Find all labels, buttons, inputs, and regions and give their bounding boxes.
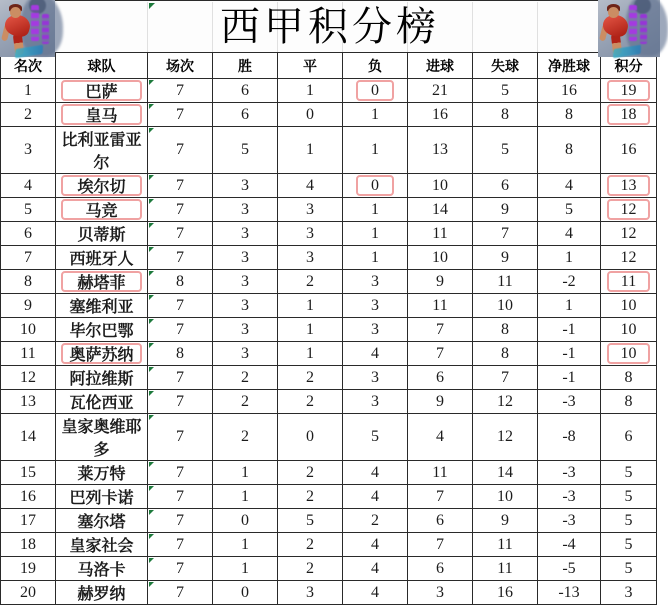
rank-cell: 3 xyxy=(1,127,56,174)
player-illustration-icon xyxy=(598,0,660,57)
points-cell: 5 xyxy=(601,509,657,533)
rank-cell: 15 xyxy=(1,461,56,485)
goals-for-cell: 6 xyxy=(408,366,473,390)
played-cell: 7 xyxy=(148,533,213,557)
team-cell: 埃尔切 xyxy=(56,174,148,198)
column-header: 球队 xyxy=(56,53,148,79)
table-row xyxy=(1,366,657,390)
goals-for-cell: 9 xyxy=(408,390,473,414)
rank-cell: 5 xyxy=(1,198,56,222)
wins-cell: 1 xyxy=(213,533,278,557)
draws-cell: 2 xyxy=(278,533,343,557)
column-header: 净胜球 xyxy=(538,53,601,79)
team-cell: 马竞 xyxy=(56,198,148,222)
played-cell: 7 xyxy=(148,390,213,414)
table-row xyxy=(1,485,657,509)
goal-diff-cell: -4 xyxy=(538,533,601,557)
draws-cell: 2 xyxy=(278,557,343,581)
goals-against-cell: 8 xyxy=(473,103,538,127)
table-row xyxy=(1,318,657,342)
goal-diff-cell: 5 xyxy=(538,198,601,222)
goals-for-cell: 3 xyxy=(408,581,473,605)
title-banner xyxy=(0,0,660,52)
draws-cell: 4 xyxy=(278,174,343,198)
rank-cell: 7 xyxy=(1,246,56,270)
team-cell: 皇家奥维耶多 xyxy=(56,414,148,461)
goals-for-cell: 11 xyxy=(408,294,473,318)
points-cell: 3 xyxy=(601,581,657,605)
draws-cell: 3 xyxy=(278,198,343,222)
table-row xyxy=(1,461,657,485)
goals-against-cell: 10 xyxy=(473,294,538,318)
column-header: 名次 xyxy=(1,53,56,79)
team-cell: 塞维利亚 xyxy=(56,294,148,318)
rank-cell: 2 xyxy=(1,103,56,127)
draws-cell: 0 xyxy=(278,103,343,127)
team-cell: 塞尔塔 xyxy=(56,509,148,533)
played-cell: 7 xyxy=(148,509,213,533)
draws-cell: 3 xyxy=(278,581,343,605)
draws-cell: 1 xyxy=(278,79,343,103)
rank-cell: 20 xyxy=(1,581,56,605)
goal-diff-cell: -5 xyxy=(538,557,601,581)
table-row xyxy=(1,581,657,605)
rank-cell: 11 xyxy=(1,342,56,366)
losses-cell: 3 xyxy=(343,318,408,342)
column-header: 积分 xyxy=(601,53,657,79)
losses-cell: 4 xyxy=(343,485,408,509)
wins-cell: 5 xyxy=(213,127,278,174)
goal-diff-cell: -3 xyxy=(538,485,601,509)
goal-diff-cell: 8 xyxy=(538,103,601,127)
team-cell: 奥萨苏纳 xyxy=(56,342,148,366)
points-cell: 10 xyxy=(601,342,657,366)
goals-against-cell: 12 xyxy=(473,414,538,461)
points-cell: 5 xyxy=(601,461,657,485)
rank-cell: 10 xyxy=(1,318,56,342)
table-row xyxy=(1,198,657,222)
wins-cell: 0 xyxy=(213,509,278,533)
draws-cell: 1 xyxy=(278,127,343,174)
played-cell: 7 xyxy=(148,174,213,198)
team-cell: 巴列卡诺 xyxy=(56,485,148,509)
draws-cell: 2 xyxy=(278,485,343,509)
goals-against-cell: 11 xyxy=(473,270,538,294)
points-cell: 12 xyxy=(601,246,657,270)
goals-for-cell: 10 xyxy=(408,174,473,198)
table-row xyxy=(1,103,657,127)
wins-cell: 2 xyxy=(213,366,278,390)
goal-diff-cell: -3 xyxy=(538,461,601,485)
team-cell: 赫罗纳 xyxy=(56,581,148,605)
goals-against-cell: 16 xyxy=(473,581,538,605)
draws-cell: 2 xyxy=(278,461,343,485)
table-row xyxy=(1,222,657,246)
draws-cell: 2 xyxy=(278,270,343,294)
goal-diff-cell: 4 xyxy=(538,222,601,246)
goal-diff-cell: 16 xyxy=(538,79,601,103)
goal-diff-cell: -1 xyxy=(538,318,601,342)
points-cell: 5 xyxy=(601,485,657,509)
goals-against-cell: 11 xyxy=(473,557,538,581)
goals-for-cell: 13 xyxy=(408,127,473,174)
rank-cell: 14 xyxy=(1,414,56,461)
played-cell: 8 xyxy=(148,270,213,294)
goal-diff-cell: 4 xyxy=(538,174,601,198)
rank-cell: 9 xyxy=(1,294,56,318)
rank-cell: 18 xyxy=(1,533,56,557)
rank-cell: 8 xyxy=(1,270,56,294)
goal-diff-cell: 1 xyxy=(538,246,601,270)
goal-diff-cell: -1 xyxy=(538,342,601,366)
wins-cell: 3 xyxy=(213,246,278,270)
points-cell: 6 xyxy=(601,414,657,461)
losses-cell: 3 xyxy=(343,390,408,414)
table-row xyxy=(1,414,657,461)
losses-cell: 3 xyxy=(343,294,408,318)
played-cell: 7 xyxy=(148,461,213,485)
goals-for-cell: 21 xyxy=(408,79,473,103)
played-cell: 7 xyxy=(148,318,213,342)
wins-cell: 6 xyxy=(213,103,278,127)
rank-cell: 1 xyxy=(1,79,56,103)
losses-cell: 4 xyxy=(343,557,408,581)
played-cell: 7 xyxy=(148,414,213,461)
played-cell: 7 xyxy=(148,103,213,127)
wins-cell: 0 xyxy=(213,581,278,605)
played-cell: 7 xyxy=(148,127,213,174)
rank-cell: 17 xyxy=(1,509,56,533)
rank-cell: 12 xyxy=(1,366,56,390)
team-cell: 皇马 xyxy=(56,103,148,127)
played-cell: 7 xyxy=(148,294,213,318)
table-row xyxy=(1,533,657,557)
wins-cell: 3 xyxy=(213,198,278,222)
losses-cell: 1 xyxy=(343,198,408,222)
played-cell: 7 xyxy=(148,557,213,581)
goals-for-cell: 10 xyxy=(408,246,473,270)
points-cell: 5 xyxy=(601,557,657,581)
team-cell: 贝蒂斯 xyxy=(56,222,148,246)
team-cell: 赫塔菲 xyxy=(56,270,148,294)
goals-for-cell: 16 xyxy=(408,103,473,127)
goal-diff-cell: -8 xyxy=(538,414,601,461)
points-cell: 18 xyxy=(601,103,657,127)
goals-for-cell: 11 xyxy=(408,461,473,485)
wins-cell: 3 xyxy=(213,318,278,342)
goals-for-cell: 7 xyxy=(408,342,473,366)
goals-for-cell: 7 xyxy=(408,318,473,342)
losses-cell: 1 xyxy=(343,246,408,270)
column-header: 进球 xyxy=(408,53,473,79)
column-header: 胜 xyxy=(213,53,278,79)
table-row xyxy=(1,270,657,294)
goals-against-cell: 5 xyxy=(473,79,538,103)
goals-for-cell: 6 xyxy=(408,509,473,533)
draws-cell: 1 xyxy=(278,318,343,342)
goals-against-cell: 14 xyxy=(473,461,538,485)
table-row xyxy=(1,174,657,198)
goal-diff-cell: -13 xyxy=(538,581,601,605)
played-cell: 7 xyxy=(148,222,213,246)
table-row xyxy=(1,390,657,414)
wins-cell: 3 xyxy=(213,222,278,246)
wins-cell: 2 xyxy=(213,390,278,414)
goals-against-cell: 9 xyxy=(473,509,538,533)
draws-cell: 2 xyxy=(278,390,343,414)
goals-for-cell: 9 xyxy=(408,270,473,294)
draws-cell: 1 xyxy=(278,342,343,366)
points-cell: 16 xyxy=(601,127,657,174)
rank-cell: 16 xyxy=(1,485,56,509)
wins-cell: 3 xyxy=(213,174,278,198)
points-cell: 12 xyxy=(601,198,657,222)
points-cell: 13 xyxy=(601,174,657,198)
goals-for-cell: 4 xyxy=(408,414,473,461)
losses-cell: 1 xyxy=(343,222,408,246)
losses-cell: 5 xyxy=(343,414,408,461)
goals-against-cell: 8 xyxy=(473,342,538,366)
goal-diff-cell: 8 xyxy=(538,127,601,174)
goal-diff-cell: 1 xyxy=(538,294,601,318)
goals-against-cell: 9 xyxy=(473,246,538,270)
points-cell: 8 xyxy=(601,390,657,414)
losses-cell: 4 xyxy=(343,581,408,605)
goal-diff-cell: -3 xyxy=(538,390,601,414)
points-cell: 5 xyxy=(601,533,657,557)
goals-for-cell: 6 xyxy=(408,557,473,581)
points-cell: 11 xyxy=(601,270,657,294)
draws-cell: 3 xyxy=(278,246,343,270)
rank-cell: 6 xyxy=(1,222,56,246)
team-cell: 皇家社会 xyxy=(56,533,148,557)
column-header: 失球 xyxy=(473,53,538,79)
table-row xyxy=(1,557,657,581)
losses-cell: 4 xyxy=(343,533,408,557)
losses-cell: 1 xyxy=(343,127,408,174)
played-cell: 7 xyxy=(148,485,213,509)
losses-cell: 4 xyxy=(343,461,408,485)
team-cell: 莱万特 xyxy=(56,461,148,485)
played-cell: 8 xyxy=(148,342,213,366)
played-cell: 7 xyxy=(148,79,213,103)
team-cell: 瓦伦西亚 xyxy=(56,390,148,414)
standings-table xyxy=(0,52,657,605)
rank-cell: 4 xyxy=(1,174,56,198)
goals-for-cell: 14 xyxy=(408,198,473,222)
column-header: 场次 xyxy=(148,53,213,79)
losses-cell: 3 xyxy=(343,270,408,294)
wins-cell: 3 xyxy=(213,294,278,318)
goals-for-cell: 7 xyxy=(408,533,473,557)
wins-cell: 1 xyxy=(213,461,278,485)
draws-cell: 3 xyxy=(278,222,343,246)
points-cell: 8 xyxy=(601,366,657,390)
team-cell: 巴萨 xyxy=(56,79,148,103)
draws-cell: 5 xyxy=(278,509,343,533)
played-cell: 7 xyxy=(148,198,213,222)
goal-diff-cell: -2 xyxy=(538,270,601,294)
column-header: 平 xyxy=(278,53,343,79)
goal-diff-cell: -1 xyxy=(538,366,601,390)
losses-cell: 0 xyxy=(343,174,408,198)
wins-cell: 1 xyxy=(213,485,278,509)
team-cell: 西班牙人 xyxy=(56,246,148,270)
table-row xyxy=(1,509,657,533)
goals-against-cell: 9 xyxy=(473,198,538,222)
losses-cell: 0 xyxy=(343,79,408,103)
goal-diff-cell: -3 xyxy=(538,509,601,533)
points-cell: 12 xyxy=(601,222,657,246)
played-cell: 7 xyxy=(148,366,213,390)
losses-cell: 4 xyxy=(343,342,408,366)
points-cell: 10 xyxy=(601,294,657,318)
table-row xyxy=(1,294,657,318)
wins-cell: 6 xyxy=(213,79,278,103)
draws-cell: 2 xyxy=(278,366,343,390)
goals-against-cell: 5 xyxy=(473,127,538,174)
losses-cell: 1 xyxy=(343,103,408,127)
rank-cell: 13 xyxy=(1,390,56,414)
wins-cell: 3 xyxy=(213,342,278,366)
losses-cell: 3 xyxy=(343,366,408,390)
points-cell: 10 xyxy=(601,318,657,342)
draws-cell: 1 xyxy=(278,294,343,318)
table-row xyxy=(1,127,657,174)
rank-cell: 19 xyxy=(1,557,56,581)
goals-against-cell: 7 xyxy=(473,366,538,390)
team-cell: 比利亚雷亚尔 xyxy=(56,127,148,174)
goals-against-cell: 8 xyxy=(473,318,538,342)
table-row xyxy=(1,79,657,103)
wins-cell: 2 xyxy=(213,414,278,461)
wins-cell: 3 xyxy=(213,270,278,294)
header-row xyxy=(1,53,657,79)
table-row xyxy=(1,342,657,366)
points-cell: 19 xyxy=(601,79,657,103)
goals-against-cell: 12 xyxy=(473,390,538,414)
goals-for-cell: 11 xyxy=(408,222,473,246)
wins-cell: 1 xyxy=(213,557,278,581)
losses-cell: 2 xyxy=(343,509,408,533)
goals-against-cell: 11 xyxy=(473,533,538,557)
goals-for-cell: 7 xyxy=(408,485,473,509)
team-cell: 毕尔巴鄂 xyxy=(56,318,148,342)
draws-cell: 0 xyxy=(278,414,343,461)
column-header: 负 xyxy=(343,53,408,79)
table-row xyxy=(1,246,657,270)
goals-against-cell: 6 xyxy=(473,174,538,198)
team-cell: 马洛卡 xyxy=(56,557,148,581)
played-cell: 7 xyxy=(148,581,213,605)
page-title: 西甲积分榜 xyxy=(220,4,440,50)
goals-against-cell: 10 xyxy=(473,485,538,509)
goals-against-cell: 7 xyxy=(473,222,538,246)
player-illustration-icon xyxy=(0,0,55,57)
team-cell: 阿拉维斯 xyxy=(56,366,148,390)
played-cell: 7 xyxy=(148,246,213,270)
